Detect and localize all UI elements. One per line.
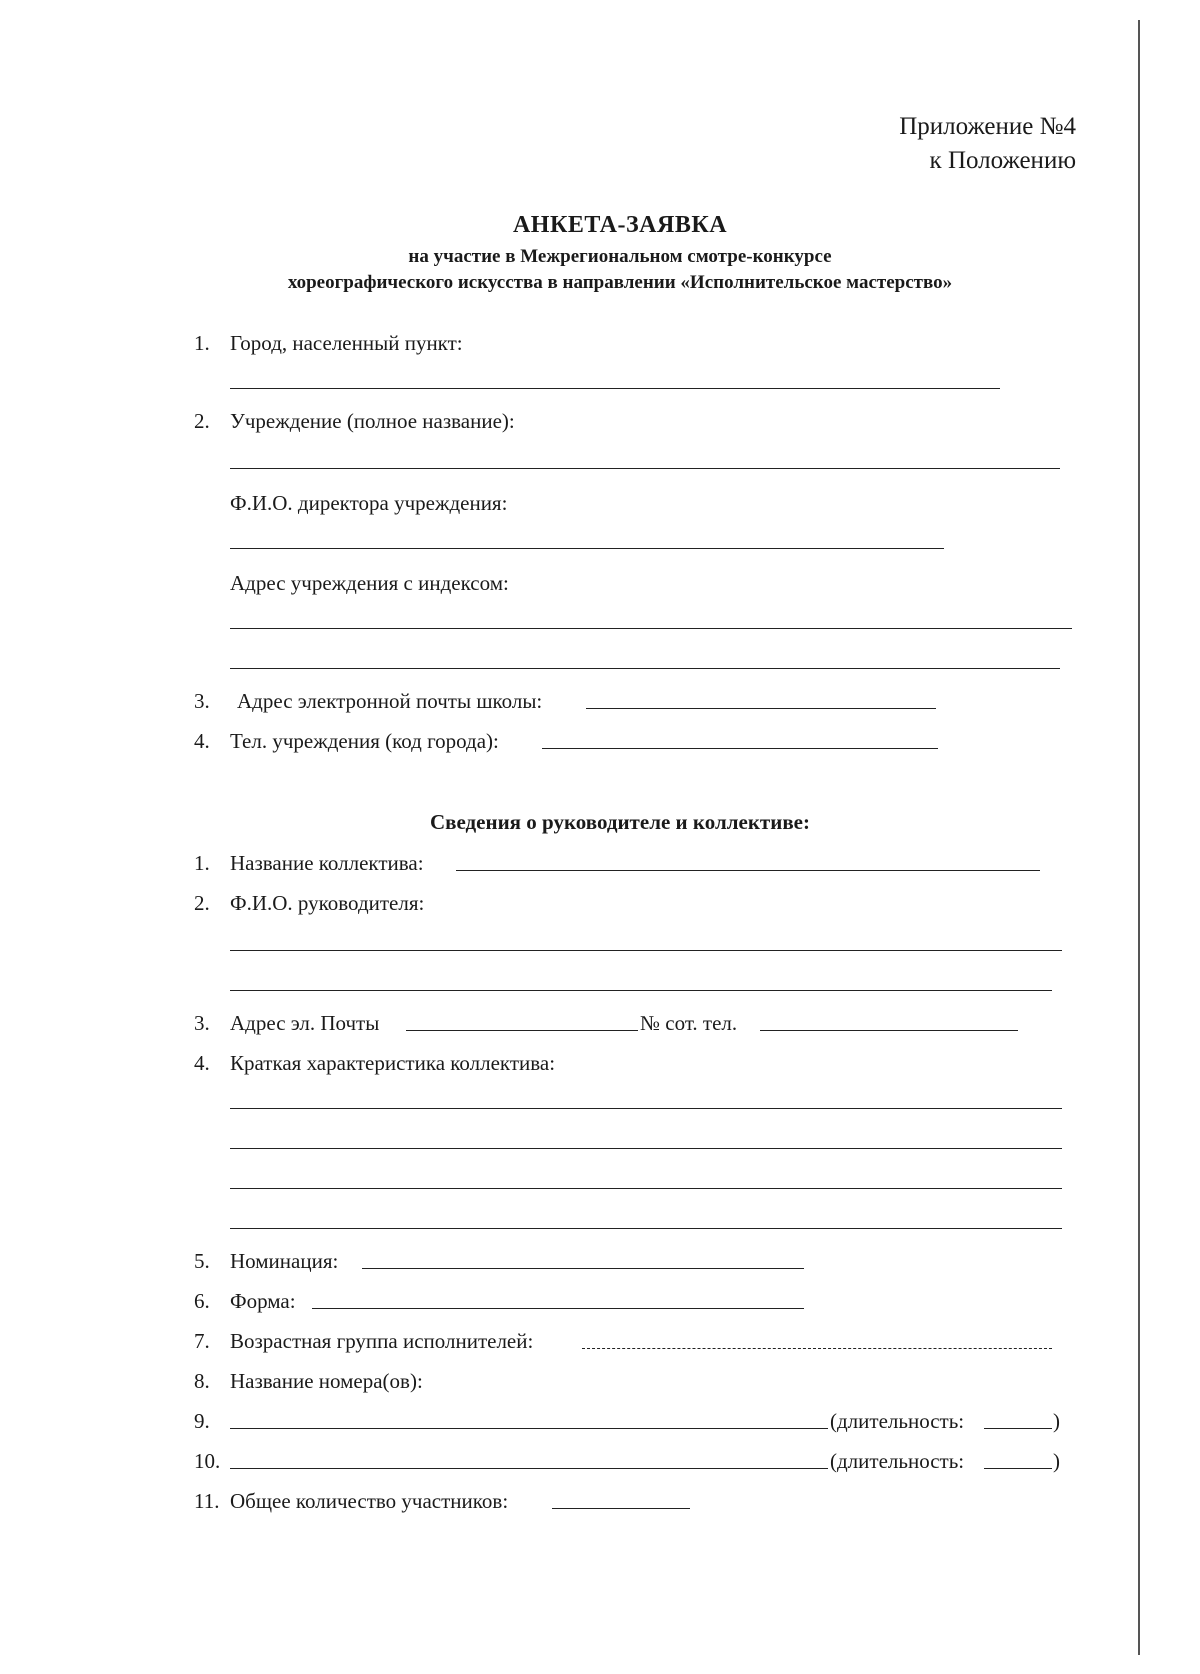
leader-email-field[interactable] [406, 1030, 638, 1031]
nomination-label: Номинация: [230, 1249, 339, 1273]
address-field-line-2[interactable] [230, 668, 1060, 669]
duration-2-label: (длительность: [830, 1449, 965, 1473]
institution-phone-label: Тел. учреждения (код города): [230, 729, 499, 753]
city-label: Город, населенный пункт: [230, 331, 463, 355]
item-number: 6. [194, 1289, 210, 1313]
collective-description-line-3[interactable] [230, 1188, 1062, 1189]
leader-name-field-line-1[interactable] [230, 950, 1062, 951]
leader-name-field-line-2[interactable] [230, 990, 1052, 991]
collective-description-line-1[interactable] [230, 1108, 1062, 1109]
form-type-label: Форма: [230, 1289, 296, 1313]
participants-count-field[interactable] [552, 1508, 690, 1509]
piece-names-label: Название номера(ов): [230, 1369, 423, 1393]
leader-email-label: Адрес эл. Почты [230, 1011, 380, 1035]
item-number: 4. [194, 729, 210, 753]
collective-name-label: Название коллектива: [230, 851, 424, 875]
item-number: 5. [194, 1249, 210, 1273]
mobile-phone-label: № сот. тел. [640, 1011, 738, 1035]
item-number: 2. [194, 409, 210, 433]
participants-count-label: Общее количество участников: [230, 1489, 509, 1513]
piece-1-name-field[interactable] [230, 1428, 828, 1429]
subtitle-line-2: хореографического искусства в направлении «Исполнительское мастерство» [287, 272, 953, 293]
item-number: 1. [194, 331, 210, 355]
collective-description-line-2[interactable] [230, 1148, 1062, 1149]
institution-field[interactable] [230, 468, 1060, 469]
duration-1-field[interactable] [984, 1428, 1052, 1429]
item-number: 4. [194, 1051, 210, 1075]
piece-2-name-field[interactable] [230, 1468, 828, 1469]
collective-description-line-4[interactable] [230, 1228, 1062, 1229]
item-number: 2. [194, 891, 210, 915]
age-group-label: Возрастная группа исполнителей: [230, 1329, 534, 1353]
director-field[interactable] [230, 548, 944, 549]
item-number: 10. [194, 1449, 221, 1473]
appendix-line-2: к Положению [929, 147, 1076, 174]
item-number: 9. [194, 1409, 210, 1433]
director-label: Ф.И.О. директора учреждения: [230, 491, 508, 515]
institution-label: Учреждение (полное название): [230, 409, 515, 433]
address-field-line-1[interactable] [230, 628, 1072, 629]
appendix-reference [899, 110, 1076, 178]
subtitle-line-1: на участие в Межрегиональном смотре-конкурсе [408, 246, 832, 267]
mobile-phone-field[interactable] [760, 1030, 1018, 1031]
school-email-label: Адрес электронной почты школы: [237, 689, 543, 713]
nomination-field[interactable] [362, 1268, 804, 1269]
duration-2-field[interactable] [984, 1468, 1052, 1469]
form-subtitle [0, 244, 1200, 296]
form-type-field[interactable] [312, 1308, 804, 1309]
item-number: 8. [194, 1369, 210, 1393]
item-number: 1. [194, 851, 210, 875]
collective-name-field[interactable] [456, 870, 1040, 871]
institution-phone-field[interactable] [542, 748, 938, 749]
duration-2-close: ) [1053, 1449, 1060, 1473]
item-number: 11. [194, 1489, 220, 1513]
age-group-field[interactable] [582, 1348, 1052, 1349]
form-title: АНКЕТА-ЗАЯВКА [512, 212, 728, 238]
school-email-field[interactable] [586, 708, 936, 709]
duration-1-label: (длительность: [830, 1409, 965, 1433]
appendix-line-1: Приложение №4 [899, 113, 1076, 140]
collective-description-label: Краткая характеристика коллектива: [230, 1051, 556, 1075]
item-number: 3. [194, 1011, 210, 1035]
item-number: 7. [194, 1329, 210, 1353]
address-label: Адрес учреждения с индексом: [230, 571, 509, 595]
leader-name-label: Ф.И.О. руководителя: [230, 891, 425, 915]
section-title: Сведения о руководителе и коллективе: [429, 810, 810, 834]
city-field[interactable] [230, 388, 1000, 389]
duration-1-close: ) [1053, 1409, 1060, 1433]
item-number: 3. [194, 689, 210, 713]
